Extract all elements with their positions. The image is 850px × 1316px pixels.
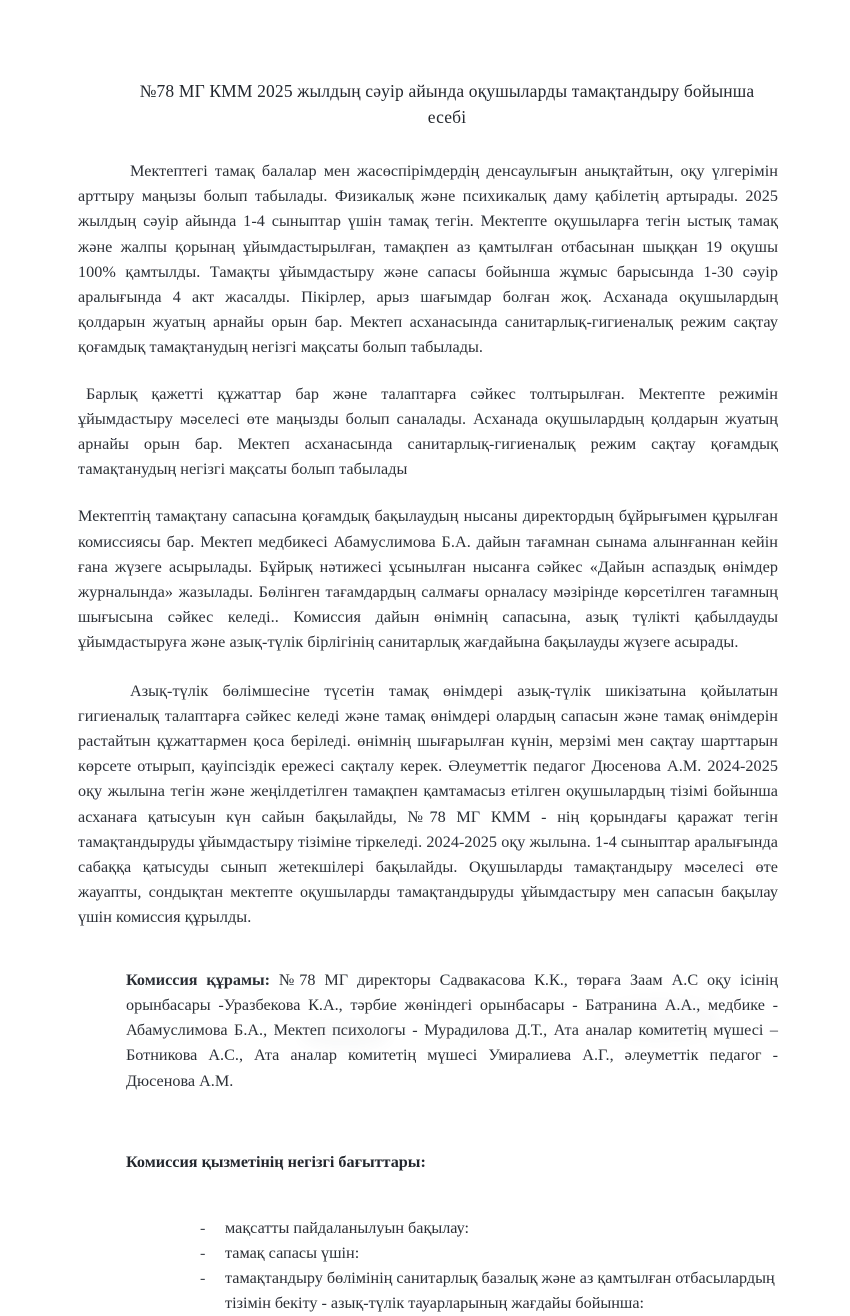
- commission-label: Комиссия құрамы:: [126, 970, 271, 989]
- list-item: [78, 1216, 778, 1241]
- commission-members: №78 МГ директоры Садвакасова К.К., төраға Заам А.С оқу ісінің орынбасары -Уразбекова К.А., тәрбие жөніндегі орынбасары - Батранина А.А., медбике - Абамуслимова Б.А., Мектеп психологы - Мурадилова Д.Т., Ата аналар комитетің мүшесі – Ботникова А.С., Ата аналар комитетің мүшесі Умиралиева А.Г., әлеуметтік педагог - Дюсенова А.М.: [126, 970, 778, 1090]
- list-item-label: тамақтандыру бөлімінің санитарлық базалық және аз қамтылған отбасылардың тізімін бекіту - азық-түлік тауарларының жағдайы бойынша:: [225, 1269, 775, 1313]
- document-body: [78, 0, 778, 1316]
- directions-heading: Комиссия қызметінің негізгі бағыттары:: [126, 1153, 426, 1172]
- spacer: [78, 1192, 778, 1216]
- commission-composition: [78, 968, 778, 1094]
- paragraph-documents: Барлық қажетті құжаттар бар және талаптарға сәйкес толтырылған. Мектепте режимін ұйымдастыру мәселесі өте маңызды болып саналады. Асханада оқушылардың қолдарын жуатың арнайы орын бар. Мектеп асханасында санитарлық-гигиеналық режим сақтау қоғамдық тамақтанудың негізгі мақсаты болып табылады: [78, 384, 778, 479]
- spacer: [78, 1110, 778, 1134]
- paragraph-quality-control: Мектептің тамақтану сапасына қоғамдық бақылаудың нысаны директордың бұйрығымен құрылған комиссиясы бар. Мектеп медбикесі Абамуслимова Б.А. дайын тағамнан сынама алынғаннан кейін ғана жүзеге асырылады. Бұйрық нәтижесі ұсынылған нысанға сәйкес «Дайын аспаздық өнімдер журналында» жазылады. Бөлінген тағамдардың салмағы орналасу мәзірінде көрсетілген тағамның шығысына сәйкес келеді.. Комиссия дайын өнімнің сапасына, азық түлікті қабылдауды ұйымдастыруға және азық-түлік бірлігінің санитарлық жағдайына бақылауды жүзеге асырады.: [78, 507, 778, 652]
- spacer: [78, 931, 778, 952]
- spacer: [78, 656, 778, 679]
- spacer: [78, 130, 778, 159]
- bullet-dash-icon: -: [200, 1218, 206, 1237]
- list-item-label: мақсатты пайдаланылуын бақылау:: [225, 1218, 470, 1237]
- spacer: [78, 482, 778, 504]
- bullet-dash-icon: -: [200, 1269, 206, 1288]
- list-item-label: тамақ сапасы үшін:: [225, 1243, 360, 1262]
- paragraph-overview: Мектептегі тамақ балалар мен жасөспірімдердің денсаулығын анықтайтын, оқу үлгерімін арттыру маңызы болып табылады. Физикалық және психикалық даму қабілетің артырады. 2025 жылдың сәуір айында 1-4 сыныптар үшін тамақ тегін. Мектепте оқушыларға тегін ыстық тамақ және жалпы қорынаң ұйымдастырылған, тамақпен аз қамтылған отбасынан шыққан 19 оқушы 100% қамтылды. Тамақты ұйымдастыру және сапасы бойынша жұмыс барысында 1-30 сәуір аралығында 4 акт жасалды. Пікірлер, арыз шағымдар болған жоқ. Асханада оқушылардың қолдарын жуатың арнайы орын бар. Мектеп асханасында санитарлық-гигиеналық режим сақтау қоғамдық тамақтанудың негізгі мақсаты болып табылады.: [78, 162, 778, 357]
- spacer: [78, 361, 778, 382]
- bullet-dash-icon: -: [200, 1243, 206, 1262]
- directions-list: [78, 1216, 778, 1316]
- page-title: №78 МГ КММ 2025 жылдың сәуір айында оқушыларды тамақтандыру бойынша есебі: [139, 81, 755, 127]
- paragraph-food-supply: Азық-түлік бөлімшесіне түсетін тамақ өнімдері азық-түлік шикізатына қойылатын гигиеналық талаптарға сәйкес келеді және тамақ өнімдері олардың сапасын және тамақ өнімдерін растайтын құжаттармен қоса беріледі. өнімнің шығарылған күнін, мерзімі мен сақтау шарттарын көрсете отырып, қауіпсіздік ережесі сақталу керек. Әлеуметтік педагог Дюсенова А.М. 2024-2025 оқу жылына тегін және жеңілдетілген тамақпен қамтамасыз етілген оқушылардың тізімі бойынша асханаға қатысуын күн сайын бақылайды, №78 МГ КММ - нің қорындағы қаражат тегін тамақтандыруды ұйымдастыру тізіміне тіркеледі. 2024-2025 оқу жылына. 1-4 сыныптар аралығында сабаққа қатысуды сынып жетекшілері бақылайды. Оқушыларды тамақтандыру мәселесі өте жауапты, сондықтан мектепте оқушыларды тамақтандыруды ұйымдастыру мен сапасын бақылау үшін комиссия құрылды.: [78, 681, 778, 927]
- list-item: [78, 1241, 778, 1266]
- list-item: [78, 1266, 778, 1316]
